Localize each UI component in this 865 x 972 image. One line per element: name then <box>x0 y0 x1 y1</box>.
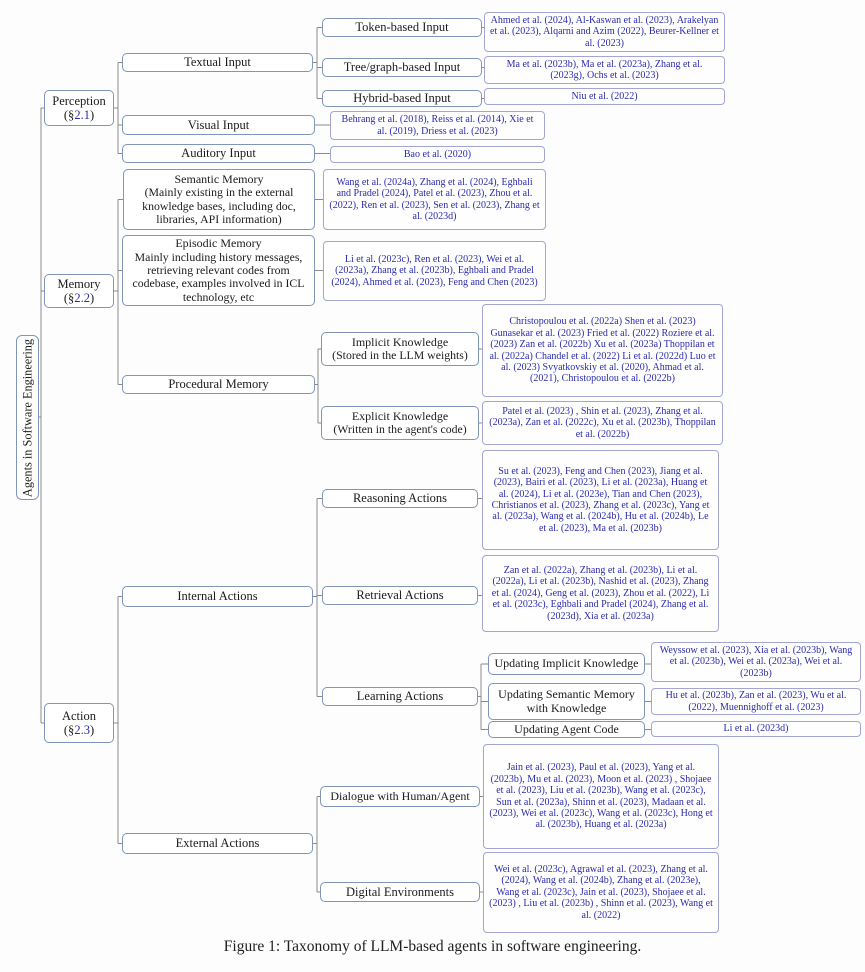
citation-links[interactable]: Bao et al. (2020) <box>403 148 472 160</box>
citation-links[interactable]: Ahmed et al. (2024), Al-Kaswan et al. (2023), Arakelyan et al. (2023), Alqarni and Azim (2022), Beurer-Kellner et al. (2023) <box>490 14 719 49</box>
root-label: Agents in Software Engineering <box>20 338 34 497</box>
section-link[interactable]: 2.2 <box>74 291 90 305</box>
node-reasoning-actions: Reasoning Actions <box>322 489 478 508</box>
citations-retrieval-actions <box>482 555 719 632</box>
citations-updating-agent-code <box>651 721 861 737</box>
citation-links[interactable]: Wei et al. (2023c), Agrawal et al. (2023), Zhang et al. (2024), Wang et al. (2024b), Zhang et al. (2023e), Wang et al. (2023c), Jain et al. (2023), Shojaee et al. (2023) , Liu et al. (2023b) , Shinn et al. (2023), Wang et al. (2022) <box>489 864 713 921</box>
node-textual-input: Textual Input <box>122 53 313 72</box>
citation-links[interactable]: Christopoulou et al. (2022a) Shen et al. (2023) Gunasekar et al. (2023) Fried et al. (2022) Roziere et al. (2023) Zan et al. (2022b) Xu et al. (2023a) Thoppilan et al. (2022a) Chandel et al. (2022) Li et al. (2022d) Luo et al. (2023) Svyatkovskiy et al. (2020), Ahmad et al. (2021), Christopoulou et al. (2022b) <box>489 316 716 385</box>
citations-digital-environments <box>483 852 719 933</box>
citations-explicit-knowledge <box>482 401 723 445</box>
node-action: Action (§2.3) <box>44 703 114 743</box>
citations-dialogue-with-human-agent <box>483 744 719 849</box>
citation-links[interactable]: Ma et al. (2023b), Ma et al. (2023a), Zhang et al. (2023g), Ochs et al. (2023) <box>506 58 703 81</box>
node-internal-actions: Internal Actions <box>122 586 313 607</box>
node-dialogue-with-human-agent: Dialogue with Human/Agent <box>320 786 480 807</box>
citation-links[interactable]: Behrang et al. (2018), Reiss et al. (2014), Xie et al. (2019), Driess et al. (2023) <box>341 114 534 137</box>
node-token-based-input: Token-based Input <box>322 18 482 37</box>
section-link[interactable]: 2.1 <box>74 108 90 122</box>
section-ref: (§2.2) <box>63 291 95 305</box>
citations-token-based-input <box>484 12 725 52</box>
node-retrieval-actions: Retrieval Actions <box>322 586 478 605</box>
citation-links[interactable]: Li et al. (2023c), Ren et al. (2023), Wei et al. (2023a), Zhang et al. (2023b), Eghbali and Pradel (2024), Ahmed et al. (2023), Feng and Chen (2023) <box>331 253 538 288</box>
node-procedural-memory: Procedural Memory <box>122 375 315 394</box>
citations-implicit-knowledge <box>482 304 723 397</box>
node-learning-actions: Learning Actions <box>322 687 478 706</box>
citations-reasoning-actions <box>482 450 719 550</box>
node-root <box>16 335 39 500</box>
citation-links[interactable]: Wang et al. (2024a), Zhang et al. (2024), Eghbali and Pradel (2024), Patel et al. (2023), Zhou et al. (2022), Ren et al. (2023), Sen et al. (2023), Zhang et al. (2023d) <box>329 176 540 222</box>
node-external-actions: External Actions <box>122 833 313 854</box>
citations-visual-input <box>330 111 545 140</box>
citation-links[interactable]: Zan et al. (2022a), Zhang et al. (2023b), Li et al. (2022a), Li et al. (2023b), Nashid et al. (2023), Zhang et al. (2024), Geng et al. (2023), Zhou et al. (2022), Li et al. (2023c), Eghbali and Pradel (2024), Zhang et al. (2023d), Xia et al. (2023a) <box>491 565 710 622</box>
citation-links[interactable]: Su et al. (2023), Feng and Chen (2023), Jiang et al. (2023), Bairi et al. (2023), Li et al. (2023a), Huang et al. (2024), Li et al. (2023e), Tian and Chen (2023), Christianos et al. (2023), Zhang et al. (2023c), Yang et al. (2023a), Wang et al. (2024b), Hu et al. (2024b), Le et al. (2023), Ma et al. (2023b) <box>491 465 710 534</box>
node-updating-agent-code: Updating Agent Code <box>488 721 645 738</box>
citation-links[interactable]: Patel et al. (2023) , Shin et al. (2023), Zhang et al. (2023a), Zan et al. (2022c), Xu et al. (2023b), Thoppilan et al. (2022b) <box>489 405 716 440</box>
citations-semantic-memory <box>323 169 546 230</box>
citations-tree-graph-based-input <box>484 56 725 84</box>
citations-episodic-memory <box>323 241 546 301</box>
node-updating-implicit-knowledge: Updating Implicit Knowledge <box>488 653 645 675</box>
node-tree-graph-based-input: Tree/graph-based Input <box>322 58 482 77</box>
node-updating-semantic-memory: Updating Semantic Memory with Knowledge <box>488 683 645 720</box>
node-episodic-memory: Episodic Memory Mainly including history messages, retrieving relevant codes from codebase, examples involved in ICL technology, etc <box>122 235 315 306</box>
node-perception: Perception (§2.1) <box>44 90 114 126</box>
section-ref: (§2.1) <box>63 108 95 122</box>
citations-updating-implicit-knowledge <box>651 642 861 682</box>
citation-links[interactable]: Niu et al. (2022) <box>571 90 638 102</box>
citations-auditory-input <box>330 146 545 163</box>
citation-links[interactable]: Hu et al. (2023b), Zan et al. (2023), Wu et al. (2022), Muennighoff et al. (2023) <box>665 690 847 713</box>
node-implicit-knowledge: Implicit Knowledge (Stored in the LLM weights) <box>321 332 479 366</box>
node-explicit-knowledge: Explicit Knowledge (Written in the agent's code) <box>321 406 479 440</box>
citations-updating-semantic-memory <box>651 688 861 715</box>
node-visual-input: Visual Input <box>122 115 315 135</box>
section-link[interactable]: 2.3 <box>74 723 90 737</box>
node-hybrid-based-input: Hybrid-based Input <box>322 90 482 107</box>
citation-links[interactable]: Weyssow et al. (2023), Xia et al. (2023b), Wang et al. (2023b), Wei et al. (2023a), Wei et al. (2023b) <box>659 644 853 679</box>
node-semantic-memory: Semantic Memory (Mainly existing in the external knowledge bases, including doc, libraries, API information) <box>123 169 315 230</box>
citation-links[interactable]: Jain et al. (2023), Paul et al. (2023), Yang et al. (2023b), Mu et al. (2023), Moon et al. (2023) , Shojaee et al. (2023), Liu et al. (2023b), Wang et al. (2023c), Sun et al. (2023a), Shinn et al. (2023), Madaan et al. (2023), Wei et al. (2023c), Wang et al. (2023c), Hong et al. (2023b), Huang et al. (2023a) <box>489 762 713 831</box>
node-digital-environments: Digital Environments <box>320 882 480 902</box>
citations-hybrid-based-input <box>484 88 725 105</box>
section-ref: (§2.3) <box>63 723 95 737</box>
citation-links[interactable]: Li et al. (2023d) <box>723 723 789 735</box>
node-memory: Memory (§2.2) <box>44 274 114 308</box>
figure-caption: Figure 1: Taxonomy of LLM-based agents in software engineering. <box>223 938 642 955</box>
node-auditory-input: Auditory Input <box>122 144 315 163</box>
